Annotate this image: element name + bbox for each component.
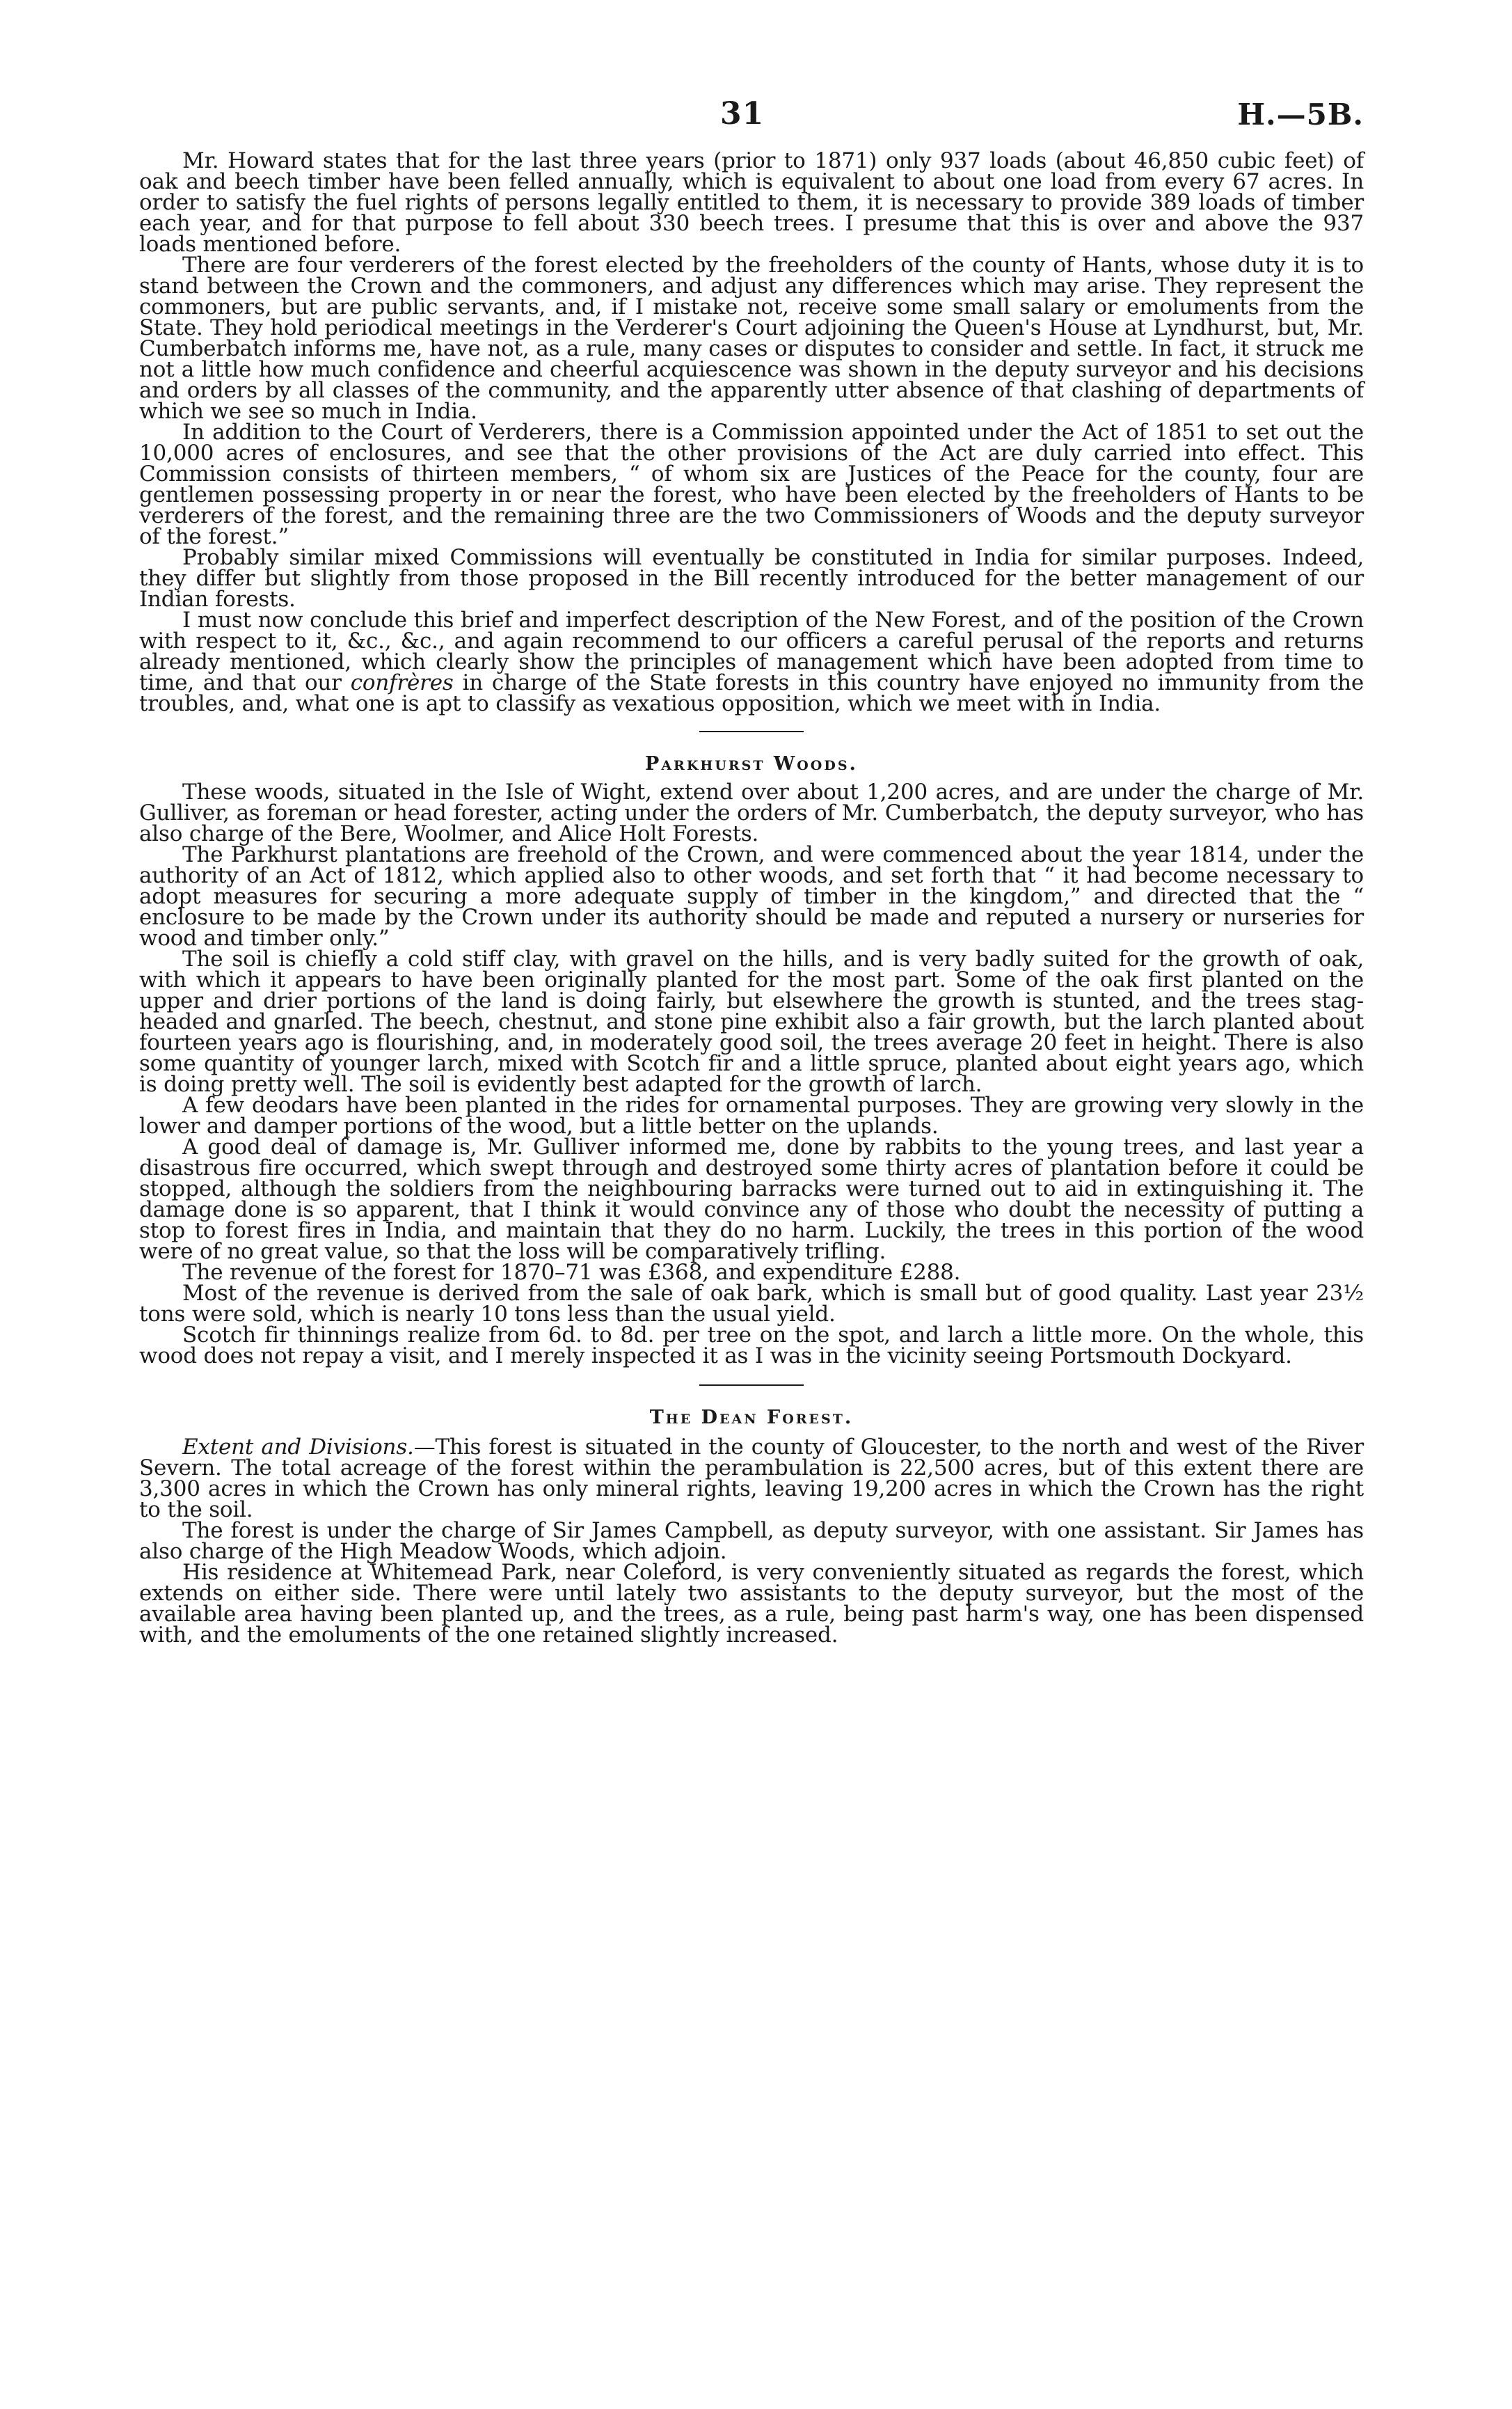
- subsection-lead-label: Extent and Divisions.: [182, 1435, 414, 1460]
- paragraph: The revenue of the forest for 1870–71 was £368, and expenditure £288.: [182, 1260, 961, 1285]
- conclusion-italic-word: confrères: [350, 670, 454, 695]
- paragraph: The Parkhurst plantations are freehold of the Crown, and were commenced about the year 1814, under the authority of an Act of 1812, which applied also to other woods, and set forth that “ it had become necessary to adopt measures for securing a more adequate supply of timber in the kingdom,” and directed that the “ enclosure to be made by the Crown under its authority should be made and reputed a nursery or nurseries for wood and timber only.”: [139, 842, 1364, 951]
- section-heading-dean-forest: The Dean Forest.: [649, 1407, 854, 1428]
- paragraph: In addition to the Court of Verderers, there is a Commission appointed under the Act of 1851 to set out the 10,000 acres of enclosures, and see that the other provisions of the Act are duly carried into effect. This Commission consists of thirteen members, “ of whom six are Justices of the Peace for the county, four are gentlemen possessing property in or near the forest, who have been elected by the freeholders of Hants to be verderers of the forest, and the remaining three are the two Commissioners of Woods and the deputy surveyor of the forest.”: [139, 420, 1364, 549]
- conclusion-text-start: I must now conclude this brief and imperfect description of the New Forest, and of the position of the Crown with respect to it, &c., &c., and again recommend to our officers a careful perusal of the reports and returns already mentioned, which clearly show the principles of management which have been adopted from time to time, and that our: [139, 608, 1364, 695]
- paragraph: His residence at Whitemead Park, near Coleford, is very conveniently situated as regards the forest, which extends on either side. There were until lately two assistants to the deputy surveyor, but the most of the available area having been planted up, and the trees, as a rule, being past harm's way, one has been dispensed with, and the emoluments of the one retained slightly increased.: [139, 1560, 1364, 1648]
- paragraph: The soil is chiefly a cold stiff clay, with gravel on the hills, and is very badly suited for the growth of oak, with which it appears to have been originally planted for the most part. Some of the oak first planted on the upper and drier portions of the land is doing fairly, but elsewhere the growth is stunted, and the trees stag-headed and gnarled. The beech, chestnut, and stone pine exhibit also a fair growth, but the larch planted about fourteen years ago is flourishing, and, in moderately good soil, the trees average 20 feet in height. There is also some quantity of younger larch, mixed with Scotch fir and a little spruce, planted about eight years ago, which is doing pretty well. The soil is evidently best adapted for the growth of larch.: [139, 947, 1364, 1097]
- dean-forest-section: [139, 1407, 1364, 1648]
- paragraph: Scotch fir thinnings realize from 6d. to 8d. per tree on the spot, and larch a little more. On the whole, this wood does not repay a visit, and I merely inspected it as I was in the vicinity seeing Portsmouth Dockyard.: [139, 1322, 1364, 1368]
- paragraph: These woods, situated in the Isle of Wight, extend over about 1,200 acres, and are under the charge of Mr. Gulliver, as foreman or head forester, acting under the orders of Mr. Cumberbatch, the deputy surveyor, who has also charge of the Bere, Woolmer, and Alice Holt Forests.: [139, 780, 1364, 846]
- paragraph: Mr. Howard states that for the last three years (prior to 1871) only 937 loads (about 46,850 cubic feet) of oak and beech timber have been felled annually, which is equivalent to about one load from every 67 acres. In order to satisfy the fuel rights of persons legally entitled to them, it is necessary to provide 389 loads of timber each year, and for that purpose to fell about 330 beech trees. I presume that this is over and above the 937 loads mentioned before.: [139, 148, 1364, 257]
- subsection-lead-text: —This forest is situated in the county of Gloucester, to the north and west of the River Severn. The total acreage of the forest within the perambulation is 22,500 acres, but of this extent there are 3,300 acres in which the Crown has only mineral rights, leaving 19,200 acres in which the Crown has the right to the soil.: [139, 1435, 1364, 1522]
- paragraph: Probably similar mixed Commissions will eventually be constituted in India for similar purposes. Indeed, they differ but slightly from those proposed in the Bill recently introduced for the better management of our Indian forests.: [139, 545, 1364, 612]
- section-heading-parkhurst: Parkhurst Woods.: [645, 753, 858, 775]
- section-divider: [699, 731, 804, 732]
- conclusion-text-end: in charge of the State forests in this country have enjoyed no immunity from the troubles, and, what one is apt to classify as vexatious opposition, which we meet with in India.: [139, 670, 1364, 716]
- paragraph: A few deodars have been planted in the rides for ornamental purposes. They are growing very slowly in the lower and damper portions of the wood, but a little better on the uplands.: [139, 1093, 1364, 1139]
- paragraph: [139, 1437, 1364, 1520]
- new-forest-continuation: [139, 150, 1364, 714]
- page-body: [139, 148, 1364, 1648]
- page-number: 31: [720, 96, 765, 132]
- parkhurst-section: [139, 753, 1364, 1366]
- paragraph: There are four verderers of the forest elected by the freeholders of the county of Hants, whose duty it is to stand between the Crown and the commoners, and adjust any differences which may arise. They represent the commoners, but are public servants, and, if I mistake not, receive some small salary or emoluments from the State. They hold periodical meetings in the Verderer's Court adjoining the Queen's House at Lyndhurst, but, Mr. Cumberbatch informs me, have not, as a rule, many cases or disputes to consider and settle. In fact, it struck me not a little how much confidence and cheerful acquiescence was shown in the deputy surveyor and his decisions and orders by all classes of the community, and the apparently utter absence of that clashing of departments of which we see so much in India.: [139, 253, 1364, 424]
- section-divider: [699, 1384, 804, 1386]
- page-header: [139, 96, 1364, 138]
- paragraph: The forest is under the charge of Sir James Campbell, as deputy surveyor, with one assistant. Sir James has also charge of the High Meadow Woods, which adjoin.: [139, 1518, 1364, 1564]
- conclusion-paragraph: [139, 610, 1364, 714]
- paragraph: Most of the revenue is derived from the sale of oak bark, which is small but of good quality. Last year 23½ tons were sold, which is nearly 10 tons less than the usual yield.: [139, 1281, 1364, 1327]
- document-reference: H.—5B.: [1237, 97, 1364, 132]
- paragraph: A good deal of damage is, Mr. Gulliver informed me, done by rabbits to the young trees, and last year a disastrous fire occurred, which swept through and destroyed some thirty acres of plantation before it could be stopped, although the soldiers from the neighbouring barracks were turned out to aid in extinguishing it. The damage done is so apparent, that I think it would convince any of those who doubt the necessity of putting a stop to forest fires in India, and maintain that they do no harm. Luckily, the trees in this portion of the wood were of no great value, so that the loss will be comparatively trifling.: [139, 1135, 1364, 1264]
